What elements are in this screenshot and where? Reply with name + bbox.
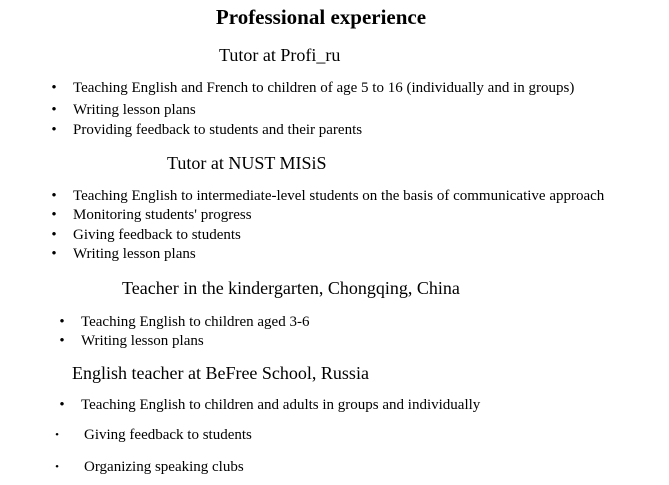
list-item-text: Giving feedback to students (84, 427, 252, 443)
list-item-text: Teaching English to children aged 3-6 (81, 314, 310, 330)
list-item-text: Monitoring students' progress (73, 207, 252, 223)
list-item-text: Writing lesson plans (73, 246, 196, 262)
bullet-icon: • (51, 246, 57, 262)
bullet-icon: • (51, 102, 57, 118)
section-heading-misis: Tutor at NUST MISiS (167, 153, 327, 173)
bullet-icon: • (59, 397, 65, 413)
bullet-icon: • (51, 122, 57, 138)
list-item-text: Giving feedback to students (73, 227, 241, 243)
bullet-icon: • (55, 429, 59, 441)
list-item-text: Writing lesson plans (73, 102, 196, 118)
bullet-icon: • (51, 227, 57, 243)
list-item-text: Teaching English to intermediate-level students on the basis of communicative approach (73, 188, 605, 204)
section-heading-befree: English teacher at BeFree School, Russia (72, 363, 369, 383)
bullet-icon: • (59, 314, 65, 330)
list-item-text: Organizing speaking clubs (84, 459, 244, 475)
list-item-text: Teaching English to children and adults in groups and individually (81, 397, 481, 413)
bullet-icon: • (51, 188, 57, 204)
section-heading-profi: Tutor at Profi_ru (219, 45, 341, 65)
bullet-icon: • (51, 207, 57, 223)
list-item-text: Writing lesson plans (81, 333, 204, 349)
bullet-icon: • (55, 461, 59, 473)
section-heading-kindergarten: Teacher in the kindergarten, Chongqing, China (122, 278, 460, 298)
list-item-text: Teaching English and French to children of age 5 to 16 (individually and in groups) (73, 80, 575, 96)
bullet-icon: • (59, 333, 65, 349)
page-title: Professional experience (215, 5, 427, 29)
bullet-icon: • (51, 80, 57, 96)
list-item-text: Providing feedback to students and their parents (73, 122, 363, 138)
